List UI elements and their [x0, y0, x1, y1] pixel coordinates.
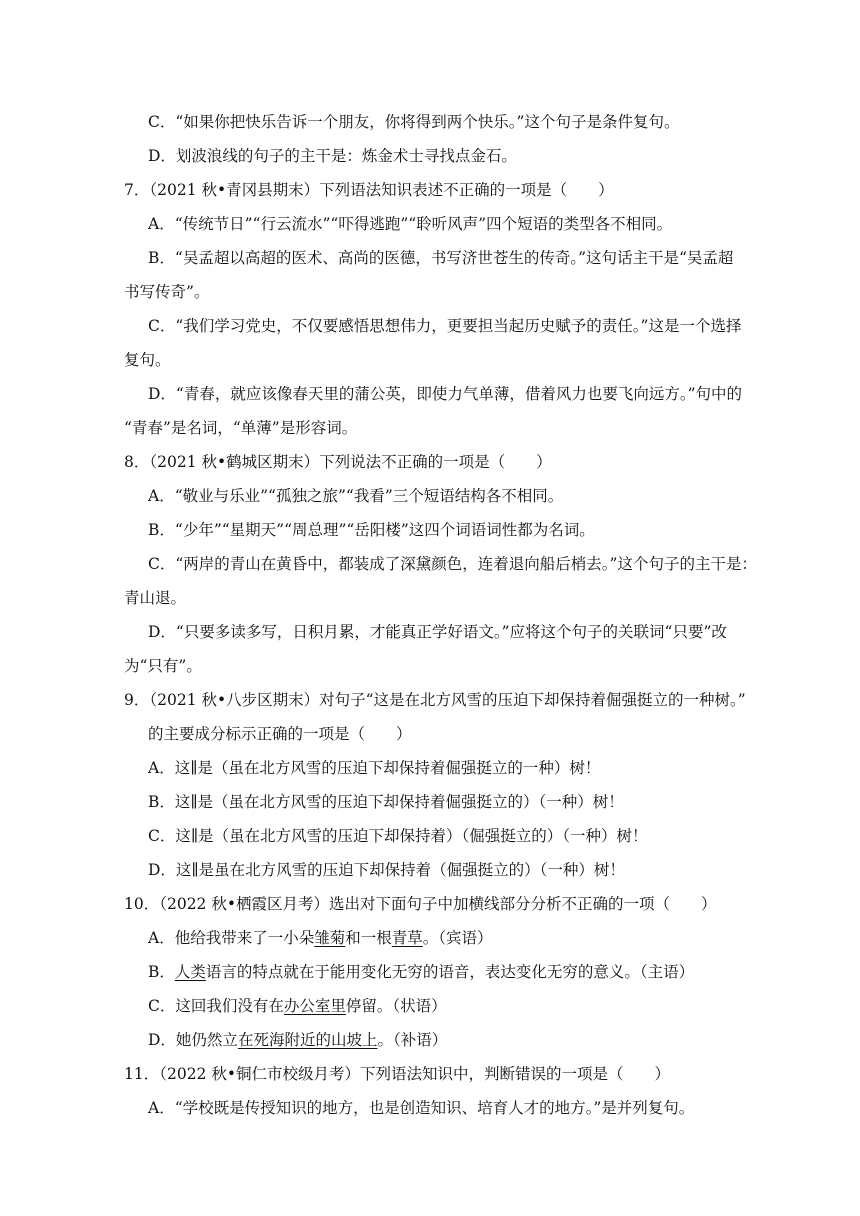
q11-stem: 11．（2022 秋•铜仁市校级月考）下列语法知识中，判断错误的一项是（ ） [124, 1065, 670, 1083]
q8-stem: 8．（2021 秋•鹤城区期末）下列说法不正确的一项是（ ） [124, 453, 552, 471]
q10-d-text-pre: D．她仍然立 [148, 1031, 238, 1049]
q10-option-d [148, 1029, 447, 1051]
q8-option-d-line1: D．“只要多读多写，日积月累，才能真正学好语文。”应将这个句子的关联词“只要”改 [148, 623, 727, 641]
q6-option-c: C．“如果你把快乐告诉一个朋友，你将得到两个快乐。”这个句子是条件复句。 [148, 113, 680, 131]
q9-stem-line1: 9．（2021 秋•八步区期末）对句子“这是在北方风雪的压迫下却保持着倔强挺立的一种树。” [124, 691, 746, 709]
q10-c-text-pre: C．这回我们没有在 [148, 997, 284, 1015]
q8-option-b: B．“少年”“星期天”“周总理”“岳阳楼”这四个词语词性都为名词。 [148, 521, 595, 539]
q8-option-c-line1: C．“两岸的青山在黄昏中，都装成了深黛颜色，连着退向船后梢去。”这个句子的主干是： [148, 555, 757, 573]
q10-c-text-post: 停留。（状语） [345, 997, 447, 1015]
q9-option-b: B．这∥是（虽在北方风雪的压迫下却保持着倔强挺立的）（一种）树！ [148, 793, 624, 811]
q11-option-a: A．“学校既是传授知识的地方，也是创造知识、培育人才的地方。”是并列复句。 [148, 1099, 695, 1117]
q10-a-underlined-2: 青草 [391, 929, 423, 947]
q7-option-d-line1: D．“青春，就应该像春天里的蒲公英，即使力气单薄，借着风力也要飞向远方。”句中的 [148, 385, 743, 403]
q10-d-text-post: 。（补语） [377, 1031, 448, 1049]
q10-option-a [148, 927, 493, 949]
q7-option-b-line1: B．“吴孟超以高超的医术、高尚的医德，书写济世苍生的传奇。”这句话主干是“吴孟超 [148, 249, 734, 267]
q7-option-c-line2: 复句。 [124, 351, 171, 369]
q6-option-d: D．划波浪线的句子的主干是：炼金术士寻找点金石。 [148, 147, 517, 165]
q9-option-a: A．这∥是（虽在北方风雪的压迫下却保持着倔强挺立的一种）树！ [148, 759, 601, 777]
q10-b-text-pre: B． [148, 963, 175, 981]
q10-a-text-pre: A．他给我带来了一小朵 [148, 929, 315, 947]
q8-option-a: A．“敬业与乐业”“孤独之旅”“我看”三个短语结构各不相同。 [148, 487, 564, 505]
q10-a-text-post: 。（宾语） [422, 929, 493, 947]
q10-option-c [148, 995, 447, 1017]
q7-stem: 7．（2021 秋•青冈县期末）下列语法知识表述不正确的一项是（ ） [124, 181, 614, 199]
q9-option-d: D．这∥是虽在北方风雪的压迫下却保持着（倔强挺立的）（一种）树！ [148, 861, 625, 879]
q10-b-text-post: 语言的特点就在于能用变化无穷的语音，表达变化无穷的意义。（主语） [205, 963, 695, 981]
q10-stem: 10．（2022 秋•栖霞区月考）选出对下面句子中加横线部分分析不正确的一项（ ） [124, 895, 717, 913]
q7-option-b-line2: 书写传奇”。 [124, 283, 210, 301]
q7-option-d-line2: “青春”是名词，“单薄”是形容词。 [124, 419, 358, 437]
q10-a-text-mid: 和一根 [345, 929, 392, 947]
q10-c-underlined: 办公室里 [283, 997, 346, 1015]
q7-option-c-line1: C．“我们学习党史，不仅要感悟思想伟力，更要担当起历史赋予的责任。”这是一个选择 [148, 317, 742, 335]
q9-option-c: C．这∥是（虽在北方风雪的压迫下却保持着）（倔强挺立的）（一种）树！ [148, 827, 648, 845]
q8-option-c-line2: 青山退。 [124, 589, 187, 607]
q10-b-underlined: 人类 [174, 963, 206, 981]
q10-d-underlined: 在死海附近的山坡上 [237, 1031, 378, 1049]
q8-option-d-line2: 为“只有”。 [124, 657, 202, 675]
q7-option-a: A．“传统节日”“行云流水”“吓得逃跑”“聆听风声”四个短语的类型各不相同。 [148, 215, 673, 233]
q10-option-b [148, 961, 694, 983]
q10-a-underlined-1: 雏菊 [314, 929, 346, 947]
q9-stem-line2: 的主要成分标示正确的一项是（ ） [148, 725, 412, 743]
